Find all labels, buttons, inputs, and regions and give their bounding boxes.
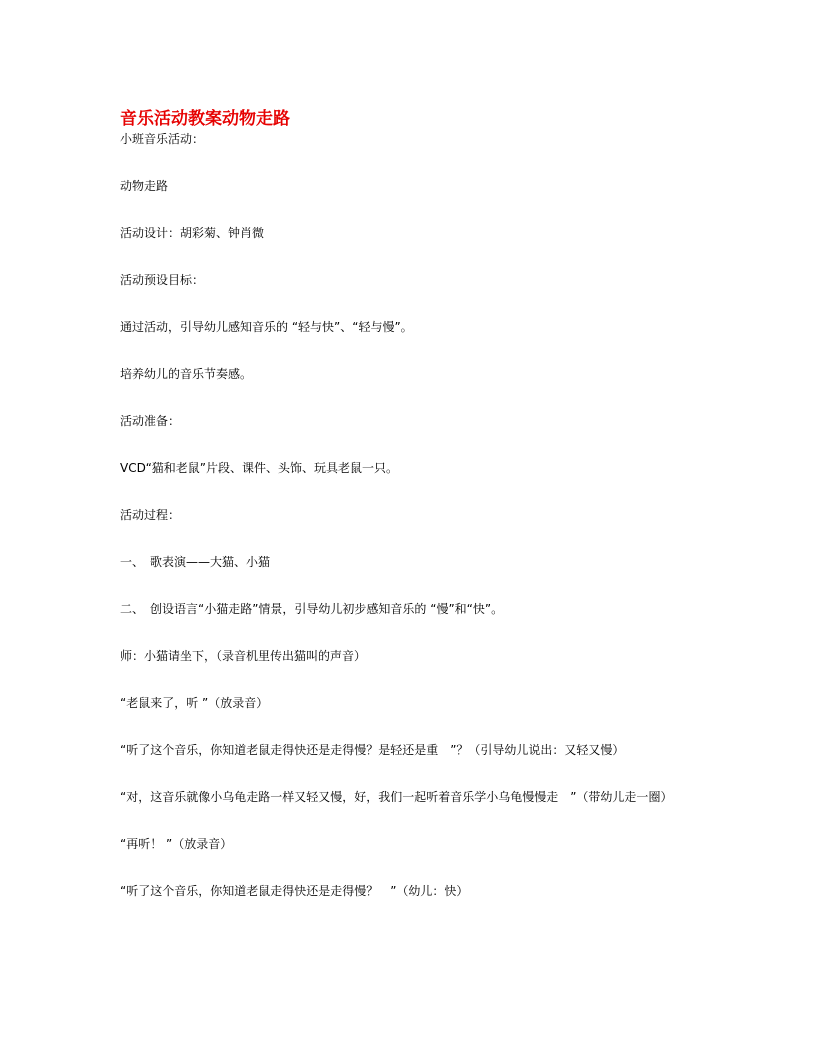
paragraph-goal-1: 通过活动，引导幼儿感知音乐的 “轻与快”、“轻与慢”。 <box>120 320 413 334</box>
paragraph-preparation-items: VCD“猫和老鼠”片段、课件、头饰、玩具老鼠一只。 <box>120 461 398 475</box>
paragraph-step-2: 二、 创设语言“小猫走路”情景，引导幼儿初步感知音乐的 “慢”和“快”。 <box>120 602 504 616</box>
paragraph-step-1: 一、 歌表演——大猫、小猫 <box>120 555 271 569</box>
document-body <box>120 108 700 901</box>
document-title: 音乐活动教案动物走路 <box>120 109 290 129</box>
paragraph-teacher-line-3: “听了这个音乐，你知道老鼠走得快还是走得慢？是轻还是重 ”？（引导幼儿说出：又轻又慢） <box>120 743 625 757</box>
paragraph-goals-heading: 活动预设目标： <box>120 273 205 287</box>
paragraph-class-type: 小班音乐活动： <box>120 132 205 146</box>
paragraph-teacher-line-1: 师：小猫请坐下，（录音机里传出猫叫的声音） <box>120 649 367 663</box>
paragraph-preparation-heading: 活动准备： <box>120 414 181 428</box>
paragraph-teacher-line-5: “再听！ ”（放录音） <box>120 837 233 851</box>
paragraph-activity-name: 动物走路 <box>120 179 169 193</box>
paragraph-teacher-line-2: “老鼠来了，听 ”（放录音） <box>120 696 269 710</box>
paragraph-designers: 活动设计：胡彩菊、钟肖微 <box>120 226 265 240</box>
paragraph-teacher-line-6: “听了这个音乐，你知道老鼠走得快还是走得慢？ ”（幼儿：快） <box>120 884 469 898</box>
paragraph-process-heading: 活动过程： <box>120 508 181 522</box>
paragraph-teacher-line-4: “对，这音乐就像小乌龟走路一样又轻又慢，好，我们一起听着音乐学小乌龟慢慢走 ”（带幼儿走一圈） <box>120 790 673 804</box>
paragraph-goal-2: 培养幼儿的音乐节奏感。 <box>120 367 253 381</box>
